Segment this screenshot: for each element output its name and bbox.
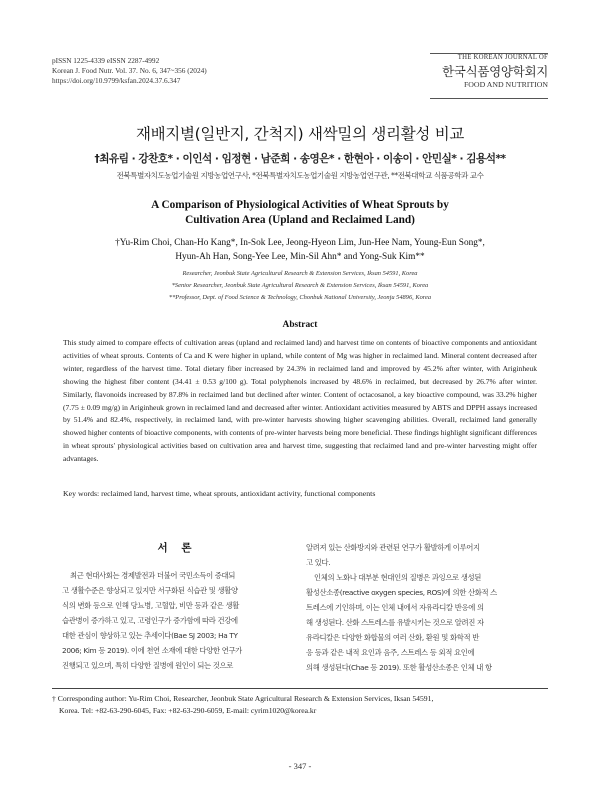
footnote-line1: † Corresponding author: Yu-Rim Choi, Researcher, Jeonbuk State Agricultural Research & Extension Services, Iksan 54591, bbox=[52, 694, 434, 703]
intro-line: 알려져 있는 산화방지와 관련된 연구가 활발하게 이루어지 bbox=[306, 543, 480, 552]
english-authors-line1: †Yu-Rim Choi, Chan-Ho Kang*, In-Sok Lee, Jeong-Hyeon Lim, Jun-Hee Nam, Young-Eun Song*, bbox=[115, 238, 485, 248]
intro-line: 응 등과 같은 내적 요인과 음주, 스트레스 등 외적 요인에 bbox=[306, 648, 475, 658]
article-header bbox=[52, 56, 207, 86]
affiliation-1: Researcher, Jeonbuk State Agricultural Research & Extension Services, Iksan 54591, Korea bbox=[182, 270, 418, 277]
intro-line: 활성산소종(reactive oxygen species, ROS)에 의한 산화적 스 bbox=[306, 588, 497, 598]
intro-line: 해 생성된다. 산화 스트레스를 유발시키는 것으로 알려진 자 bbox=[306, 618, 484, 628]
intro-line: 유라디칼은 다양한 화합물의 여러 산화, 환원 및 화학적 반 bbox=[306, 633, 479, 643]
korean-affiliation: 전북특별자치도농업기술원 지방농업연구사, *전북특별자치도농업기술원 지방농업연구관, **전북대학교 식품공학과 교수 bbox=[116, 171, 484, 180]
intro-line: 식의 변화 등으로 인해 당뇨병, 고혈압, 비만 등과 같은 생활 bbox=[62, 601, 239, 611]
footnote-line2: Korea. Tel: +82-63-290-6045, Fax: +82-63-290-6059, E-mail: cyrim1020@korea.kr bbox=[59, 705, 317, 715]
citation-line: Korean J. Food Nutr. Vol. 37. No. 6, 347~356 (2024) bbox=[52, 66, 207, 75]
intro-column-left bbox=[62, 568, 296, 673]
journal-name-en-line2: FOOD AND NUTRITION bbox=[463, 80, 548, 89]
intro-line: 진행되고 있으며, 특히 다양한 질병에 원인이 되는 것으로 bbox=[62, 661, 233, 671]
intro-column-right bbox=[306, 540, 540, 675]
intro-line: 트레스에 기인하며, 이는 인체 내에서 자유라디칼 반응에 의 bbox=[306, 603, 484, 613]
journal-masthead bbox=[430, 54, 548, 89]
abstract-text: This study aimed to compare effects of cultivation areas (upland and reclaimed land) and harvest time on contents of bioactive components and antioxidant activities of wheat sprouts. Contents of Ca and K were higher in upland, while content of Mg was higher in reclaimed land. Mineral content decreased after winter, regardless of the harvest time. Total dietary fiber increased by 24.3% in reclaimed land and improved by 45.2% after winter, with Ariginheuk showing the highest fiber content (34.41 ± 0.53 g/100 g). Total polyphenols increased by 48.6% in reclaimed, but decreased by 26.7% after winter. Similarly, flavonoids increased by 87.8% in reclaimed land but declined after winter. Content of octacosanol, a key bioactive compound, was 33.2% higher (7.75 ± 0.09 mg/g) in Ariginheuk grown in reclaimed land and decreased after winter. Antioxidant activities measured by ABTS and DPPH assays increased by 51.4% and 82.4%, respectively, in reclaimed land, with pre-winter harvests showing higher scavenging abilities. Overall, reclaimed land generally showed higher contents of bioactive components, with contents of pre-winter harvests being more beneficial. These findings highlight significant differences in wheat sprouts' physiological activities based on cultivation area and harvest time, suggesting that reclaimed land and pre-winter harvesting might offer advantages. bbox=[63, 338, 537, 464]
issn-line: pISSN 1225-4339 eISSN 2287-4992 bbox=[52, 56, 160, 65]
journal-name-en-line1: THE KOREAN JOURNAL OF bbox=[457, 54, 548, 61]
affiliation-3: **Professor, Dept. of Food Science & Technology, Chonbuk National University, Jeonju 54896, Korea bbox=[168, 294, 432, 301]
english-title-line2: Cultivation Area (Upland and Reclaimed Land) bbox=[185, 214, 415, 226]
intro-line: 2006; Kim 등 2019). 이에 천연 소재에 대한 다양한 연구가 bbox=[62, 646, 242, 656]
intro-line: 의해 생성된다(Chae 등 2019). 또한 활성산소종은 인체 내 항 bbox=[306, 663, 492, 673]
intro-line: 습관병이 증가하고 있고, 고령인구가 증가함에 따라 건강에 bbox=[62, 616, 238, 626]
intro-line: 대한 관심이 향상하고 있는 추세이다(Bae SJ 2003; Ha TY bbox=[62, 631, 238, 641]
abstract-heading: Abstract bbox=[282, 320, 318, 330]
english-title-line1: A Comparison of Physiological Activities of Wheat Sprouts by bbox=[151, 199, 449, 211]
intro-line: 인체의 노화나 대부분 현대인의 질병은 과잉으로 생성된 bbox=[314, 573, 482, 583]
intro-line: 최근 현대사회는 경제발전과 더불어 국민소득이 증대되 bbox=[70, 571, 236, 580]
page-number: - 347 - bbox=[288, 761, 312, 771]
doi-link[interactable]: https://doi.org/10.9799/ksfan.2024.37.6.347 bbox=[52, 76, 181, 85]
english-title bbox=[0, 198, 600, 228]
journal-name-ko: 한국식품영양학회지 bbox=[442, 64, 548, 79]
english-affiliations bbox=[0, 268, 600, 304]
english-authors bbox=[0, 236, 600, 264]
intro-line: 고 있다. bbox=[306, 558, 331, 568]
korean-authors: †최유림 · 강찬호* · 이인석 · 임정현 · 남준희 · 송영은* · 한현아 · 이송이 · 안민실* · 김용석** bbox=[94, 153, 506, 165]
intro-line: 고 생활수준은 향상되고 있지만 서구화된 식습관 및 생활양 bbox=[62, 586, 238, 596]
footnote-rule bbox=[52, 688, 548, 689]
english-authors-line2: Hyun-Ah Han, Song-Yee Lee, Min-Sil Ahn* and Yong-Suk Kim** bbox=[175, 252, 425, 262]
introduction-heading: 서 론 bbox=[157, 542, 197, 554]
affiliation-2: *Senior Researcher, Jeonbuk State Agricultural Research & Extension Services, Iksan 54591, Korea bbox=[171, 282, 429, 289]
journal-bottom-rule bbox=[430, 98, 548, 99]
keywords: Key words: reclaimed land, harvest time, wheat sprouts, antioxidant activity, functional components bbox=[63, 489, 376, 498]
korean-title: 재배지별(일반지, 간척지) 새싹밀의 생리활성 비교 bbox=[135, 125, 465, 143]
corresponding-author-footnote bbox=[52, 693, 548, 717]
